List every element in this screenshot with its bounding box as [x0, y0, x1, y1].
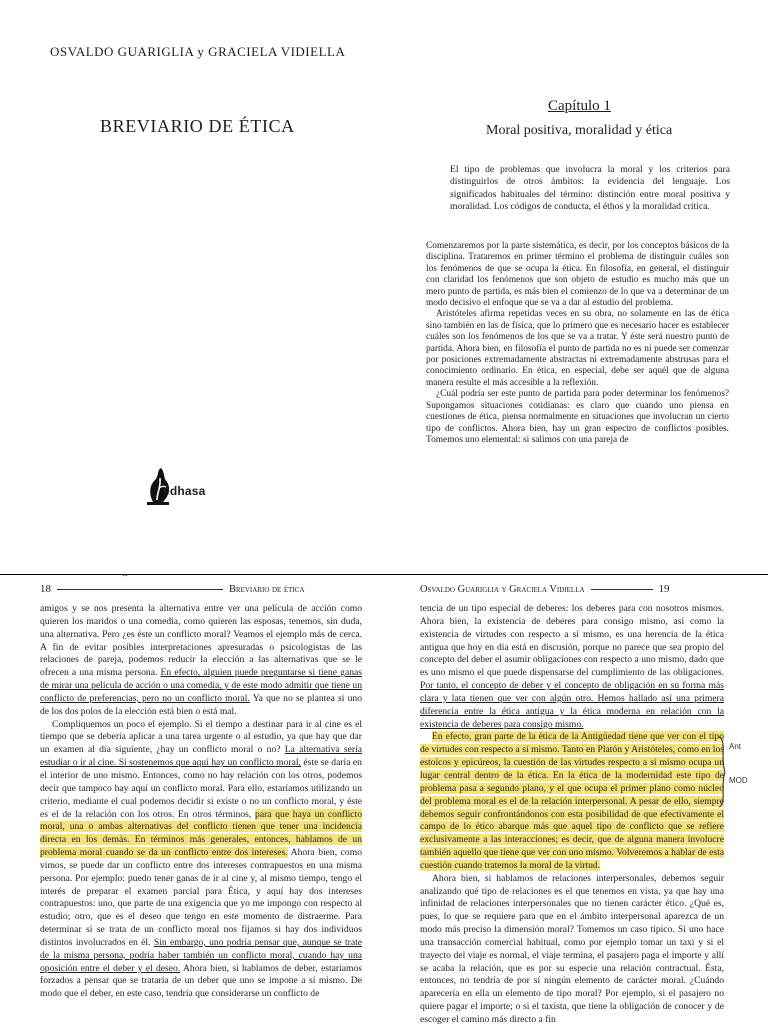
page18-running-head: Breviario de ética — [229, 583, 305, 595]
page19-paragraph — [420, 873, 724, 1027]
intro-paragraph: Comenzaremos por la parte sistemática, es decir, por los conceptos básicos de la disciplina. Trataremos en primer término el problema de distinguir cuáles son los fenómenos de que se ocupa la ética. En filosofía, en general, el distinguir con claridad los fenómenos que son objeto de estudio es mucho más que un mero punto de partida, es más bien el comienzo de lo que va a determinar de un modo decisivo el enfoque que se va a dar al estudio del problema. — [426, 241, 729, 309]
page18-paragraph — [40, 603, 362, 719]
page19-body — [420, 603, 724, 1027]
text-run: Ahora bien, como vimos, se puede dar un conflicto entre dos intereses contrapuestos en una misma persona. Por ejemplo: puedo tener ganas de ir al cine y, al mismo tiempo, tengo el interés de preparar el examen parcial para Ética, y aquí hay dos intereses contrapuestos: uno, que parte de una exigencia que yo me impongo con respecto al estudio; otro, que es el deseo que tengo en este momento de distraerme. Para determinar si se trata de un conflicto moral nos fijamos si hay dos individuos distintos involucrados en él. — [40, 847, 362, 948]
underlined-text: Por tanto, el concepto de deber y el concepto de obligación en su forma más clara y lata tienen que ver con algún otro. Hemos hallado así una primera diferencia entre la ética antigua y la ética moderna en relación con la existencia de deberes para consigo mismo. — [420, 680, 724, 730]
text-run: Compliquemos un poco el ejemplo. Si el tiempo a destinar para ir al cine es el tiempo que se debería aplicar a una tarea urgente o al estudio, ya que hay que dar un examen al día siguiente, ¿hay un conflicto moral o no? — [40, 718, 362, 756]
page19-paragraph — [420, 731, 724, 872]
page18-number: 18 — [40, 583, 51, 595]
page18-body — [40, 603, 362, 1001]
page19-paragraph — [420, 603, 724, 731]
underlined-text: En efecto, alguien puede preguntarse si tiene ganas de mirar una película de acción o una comedia, y de este modo admitir que tiene un conflicto de preferencias, pero no un conflicto moral. — [40, 667, 363, 704]
margin-bracket-icon — [718, 736, 726, 808]
mouse-cursor-icon: ⌃ — [121, 573, 130, 584]
text-run: éste se daría en el interior de uno mismo. Entonces, como no hay relación con los otros, podemos decir que tampoco hay aquí un conflicto moral. Para ello, estaríamos utilizando un criterio, mediante el cual podemos decidir si existe o no un conflicto moral, y éste es el de la relación con los otros. En otros términos, — [40, 757, 362, 820]
highlighted-text: para que haya un conflicto moral, una o ambas alternativas del conflicto tienen que tener una incidencia directa en los demás. En términos más generales, entonces, hablamos de un problema moral cuando se da un conflicto entre dos intereses. — [40, 808, 362, 859]
chapter-title: Moral positiva, moralidad y ética — [486, 123, 673, 138]
underlined-text: Sin embargo, uno podría pensar que, aunque se trate de la misma persona, podría haber también un conflicto moral, cuando hay una oposición entre el deber y el deseo. — [40, 936, 363, 974]
scan-divider — [0, 574, 768, 575]
page19-running-head: Osvaldo Guariglia y Graciela Vidiella — [420, 583, 585, 595]
page19-header — [420, 583, 724, 595]
highlighted-text: En efecto, gran parte de la ética de la Antigüedad tiene que ver con el tipo de virtudes con respecto a sí mismo. Tanto en Platón y Aristóteles, como en los estoicos y epicúreos, la cuestión de las virtudes respecto a sí mismo ocupa un lugar central dentro de la ética. En la ética de la modernidad este tipo de problema pasa a segundo plano, y el que ocupa el primer plano como núcleo del problema moral es el de la relación interpersonal. A pesar de ello, siempre debemos seguir confrontándonos con esta posibilidad de que efectivamente el campo de lo ético abarque más que aquel tipo de conflicto que se refiere exclusivamente a las interacciones; es decir, que de alguna manera involucre también aquello que tiene que ver con uno mismo. Volveremos a hablar de esta cuestión cuando tratemos la moral de la virtud. — [420, 731, 724, 871]
margin-note-mod: MOD — [729, 776, 748, 785]
intro-paragraph: ¿Cuál podría ser este punto de partida para poder determinar los fenómenos? Supongamos situaciones cotidianas: es claro que cuando uno piensa en cuestiones de ética, piensa normalmente en situaciones que involucran un cierto tipo de conflictos. Ahora bien, hay un gran espectro de conflictos posibles. Tomemos uno elemental: si salimos con una pareja de — [426, 389, 729, 445]
text-run: Ahora bien, si hablamos de deber, estaríamos forzados a pensar que se trataría de un deber que uno se impone a sí mismo. De modo que el deber, en este caso, tendría que considerarse un conflicto de — [40, 962, 362, 1000]
cover-authors: OSVALDO GUARIGLIA y GRACIELA VIDIELLA — [50, 44, 346, 59]
header-rule — [591, 589, 653, 590]
text-run: tencia de un tipo especial de deberes: los deberes para con nosotros mismos. Ahora bien, la existencia de deberes para consigo mismo, así como la existencia de virtudes con respecto a sí mismo, es una herencia de la ética antigua que hoy en día está en discusión, porque no parece que sea propio del concepto del deber el asumir obligaciones con respecto a uno mismo, dado que es uno mismo el que puede dispensarse del cumplimiento de las obligaciones. — [420, 603, 724, 679]
header-rule — [57, 589, 223, 590]
text-run: amigos y se nos presenta la alternativa entre ver una película de acción como quieren los maridos o una comedia, como quieren las esposas, tenemos, sin duda, una alternativa. Pero ¿es éste un conflicto moral? Veamos el ejemplo más de cerca. A fin de evitar posibles interpretaciones apresuradas o psicologistas de las relaciones de pareja, podemos reducir la elección a las alternativas que se le ofrecen a una misma persona. — [40, 603, 362, 679]
text-run: Ya que no se plantea si uno de los dos polos de la elección está bien o está mal. — [40, 692, 362, 717]
chapter-summary: El tipo de problemas que involucra la moral y los criterios para distinguirlos de otros ámbitos: la evidencia del lenguaje. Los significados habituales del término: distinción entre moral positiva y moralidad. Los códigos de conducta, el éthos y la moralidad crítica. — [450, 164, 730, 212]
chapter-label: Capítulo 1 — [548, 98, 611, 114]
page18-header — [40, 583, 362, 595]
intro-paragraph: Aristóteles afirma repetidas veces en su obra, no solamente en las de ética sino también en las de física, que lo primero que es necesario hacer es establecer cuáles son los fenómenos de los que se va a tratar. Y éste será nuestro punto de partida. Ahora bien, en filosofía el punto de partida no es ni puede ser comenzar por posiciones extremadamente abstractas ni extremadamente abstrusas para el conocimiento ordinario. En ética, en especial, debe ser aquél que de alguna manera resulte el más accesible a la reflexión. — [426, 309, 729, 388]
book-title: BREVIARIO DE ÉTICA — [100, 116, 295, 136]
page19-number: 19 — [658, 583, 670, 595]
text-run: Ahora bien, si hablamos de relaciones interpersonales, debemos seguir analizando qué tipo de relaciones es el que tenemos en vista, ya que hay una infinidad de relaciones interpersonales que no tienen carácter ético. ¿Qué es, pues, lo que se requiere para que en el ámbito interpersonal aparezca de un modo más preciso la dimensión moral? Tomemos un caso típico. Si uno hace una transacción comercial habitual, como por ejemplo tomar un taxi y si el trayecto del viaje es normal, el viaje termina, el pasajero paga el importe y allí se acaba la relación, que es por su especie una relación contractual. Ésta, entonces, no tendría de por sí ningún elemento de carácter moral. ¿Cuándo aparecería en ella un elemento de tipo moral? Por ejemplo, si el pasajero no quiere pagar el importe; o si el taxista, que tiene la obligación de conocer y de escoger el camino más directo a fin — [420, 872, 724, 1025]
margin-note-ant: Ant — [729, 742, 742, 751]
chapter-intro — [426, 241, 729, 446]
publisher-name: edhasa — [163, 484, 206, 498]
underlined-text: La alternativa sería estudiar o ir al cine. Si sostenemos que aquí hay un conflicto moral, — [40, 744, 362, 769]
page18-paragraph — [40, 719, 362, 1002]
